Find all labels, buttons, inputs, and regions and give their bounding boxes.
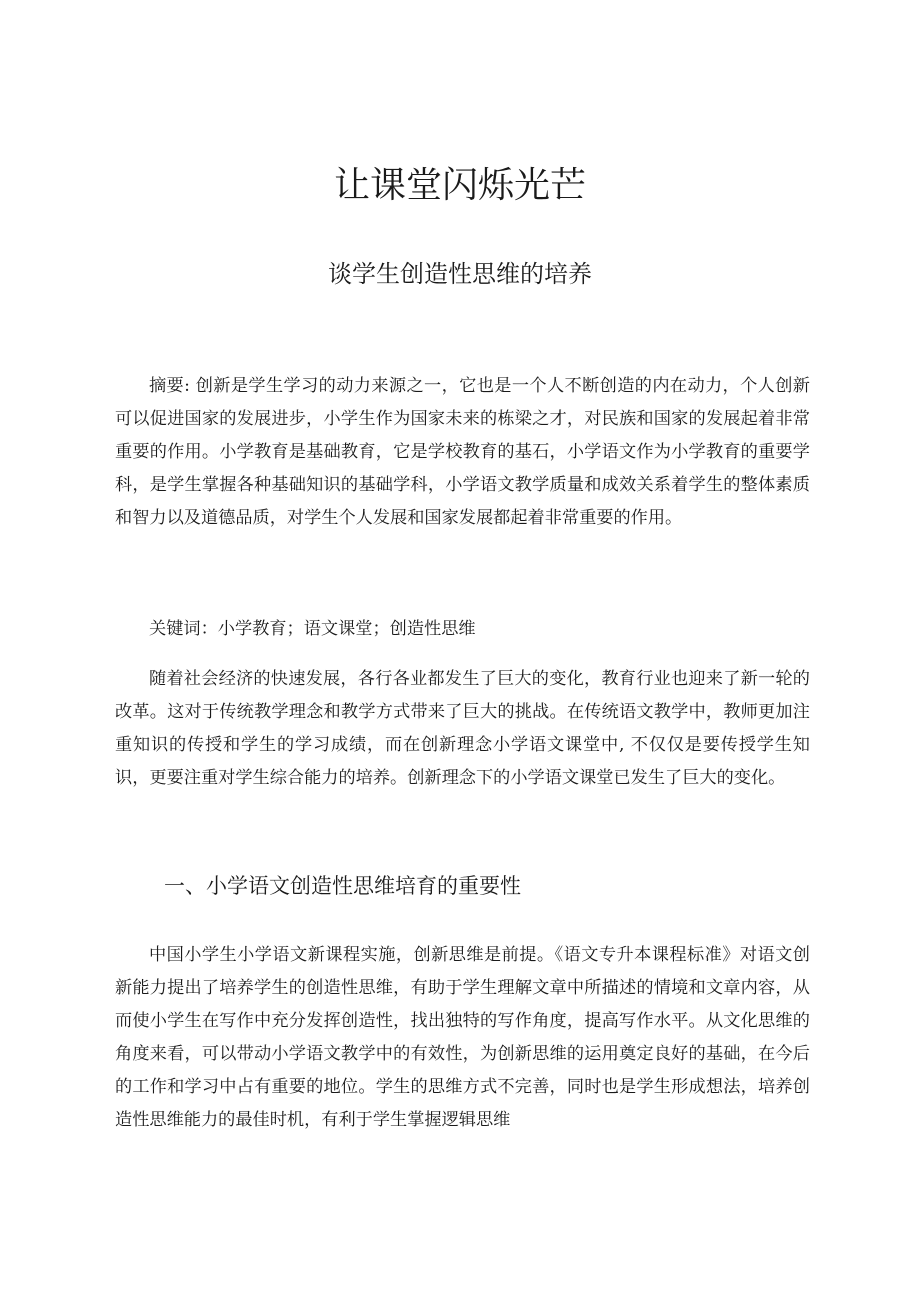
abstract-paragraph: 摘要: 创新是学生学习的动力来源之一，它也是一个人不断创造的内在动力，个人创新可以促进国家的发展进步，小学生作为国家未来的栋梁之才，对民族和国家的发展起着非常重要的作用。小学教育是基础教育，它是学校教育的基石，小学语文作为小学教育的重要学科，是学生掌握各种基础知识的基础学科，小学语文教学质量和成效关系着学生的整体素质和智力以及道德品质，对学生个人发展和国家发展都起着非常重要的作用。 bbox=[115, 376, 810, 528]
intro-paragraph: 随着社会经济的快速发展，各行各业都发生了巨大的变化，教育行业也迎来了新一轮的改革。这对于传统教学理念和教学方式带来了巨大的挑战。在传统语文教学中，教师更加注重知识的传授和学生的学习成绩，而在创新理念小学语文课堂中, 不仅仅是要传授学生知识，更要注重对学生综合能力的培养。创新理念下的小学语文课堂已发生了巨大的变化。 bbox=[115, 669, 810, 788]
keywords-line: 关键词：小学教育；语文课堂；创造性思维 bbox=[149, 619, 476, 639]
section-1-heading: 一、小学语文创造性思维培育的重要性 bbox=[164, 874, 521, 898]
document-subtitle: 谈学生创造性思维的培养 bbox=[328, 260, 592, 288]
section-1-body: 中国小学生小学语文新课程实施，创新思维是前提。《语文专升本课程标准》对语文创新能力提出了培养学生的创造性思维，有助于学生理解文章中所描述的情境和文章内容，从而使小学生在写作中充分发挥创造性，找出独特的写作角度，提高写作水平。从文化思维的角度来看，可以带动小学语文教学中的有效性，为创新思维的运用奠定良好的基础，在今后的工作和学习中占有重要的地位。学生的思维方式不完善，同时也是学生形成想法，培养创造性思维能力的最佳时机，有利于学生掌握逻辑思维 bbox=[115, 945, 810, 1130]
document-title: 让课堂闪烁光芒 bbox=[333, 165, 586, 206]
